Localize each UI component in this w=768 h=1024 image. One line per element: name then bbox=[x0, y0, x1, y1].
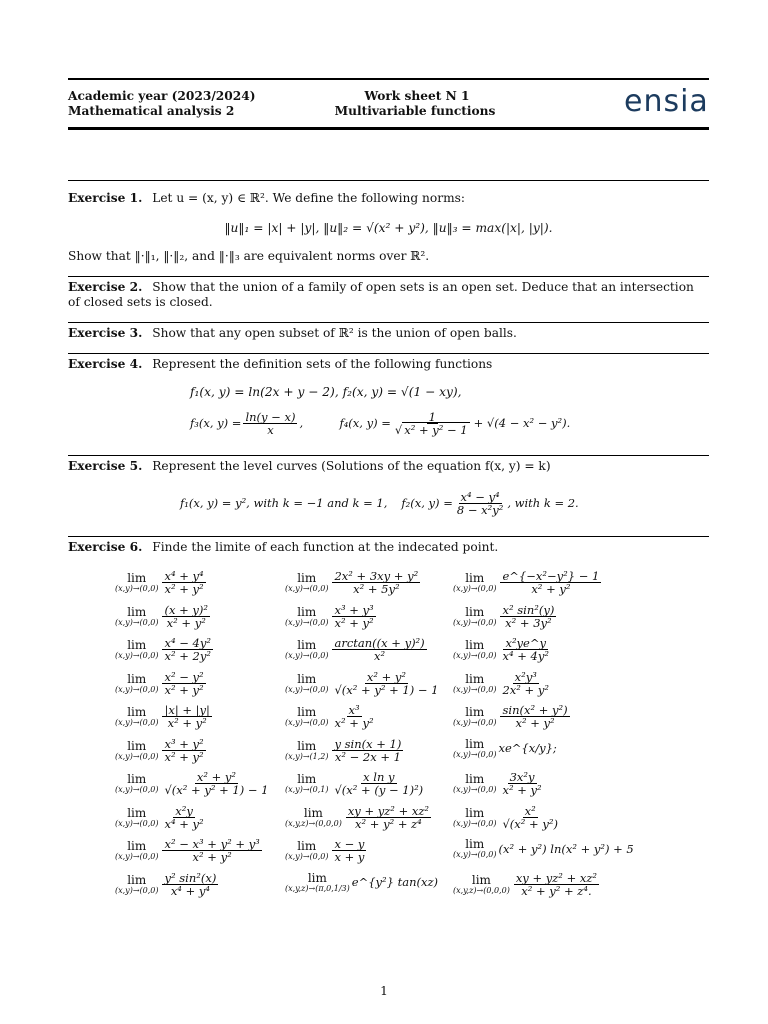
ex4-label: Exercise 4. bbox=[68, 357, 143, 371]
limit-numerator: |x| + |y| bbox=[164, 703, 210, 717]
limit-fraction bbox=[162, 838, 261, 863]
limit-item bbox=[115, 604, 212, 629]
limit-point: (x,y,z)→(0,0,0) bbox=[453, 885, 510, 895]
limit-operator bbox=[115, 840, 158, 861]
ex5-text: Represent the level curves (Solutions of the equation f(x, y) = k) bbox=[152, 459, 551, 473]
limit-numerator: x² − x³ + y² + y³ bbox=[164, 837, 260, 851]
limit-point: (x,y)→(0,0) bbox=[285, 852, 329, 861]
limit-numerator: x² + y² bbox=[196, 770, 237, 784]
lim-word: lim bbox=[127, 738, 147, 753]
limit-point: (x,y)→(0,0) bbox=[285, 718, 329, 727]
limit-operator bbox=[115, 572, 158, 593]
lim-word: lim bbox=[297, 671, 317, 686]
ex5-statement bbox=[68, 459, 709, 474]
f4-lhs: f₄(x, y) = bbox=[339, 416, 391, 430]
limit-denominator: x² + y² bbox=[167, 716, 207, 730]
limit-item bbox=[115, 771, 272, 796]
limit-operator bbox=[115, 606, 158, 627]
ex4-statement bbox=[68, 357, 709, 372]
lim-word: lim bbox=[465, 638, 485, 652]
f3-fraction bbox=[243, 411, 297, 436]
limit-operator bbox=[285, 639, 328, 660]
f3-lhs: f₃(x, y) = bbox=[190, 416, 242, 430]
limit-numerator: x ln y bbox=[363, 770, 395, 784]
limit-fraction bbox=[500, 671, 550, 696]
limit-operator bbox=[115, 740, 158, 761]
f4-tail: + √(4 − x² − y²). bbox=[473, 416, 571, 430]
lim-word: lim bbox=[465, 604, 485, 619]
limit-denominator: x⁴ + y² bbox=[164, 816, 204, 831]
f4-den-wrap: √ x² + y² − 1 bbox=[394, 422, 468, 437]
limit-numerator: arctan((x + y)²) bbox=[334, 636, 425, 650]
limit-operator bbox=[285, 706, 328, 727]
limit-denominator: √(x² + (y − 1)²) bbox=[334, 783, 424, 797]
limit-numerator: y sin(x + 1) bbox=[334, 736, 402, 751]
limit-denominator: x² − 2x + 1 bbox=[334, 749, 401, 764]
f4-fraction bbox=[393, 411, 472, 436]
ex5-f2-lhs: f₂(x, y) = bbox=[401, 496, 453, 510]
ex2-text: Show that the union of a family of open sets is an open set. Deduce that an intersection of closed sets is closed. bbox=[68, 280, 694, 309]
limit-item bbox=[285, 771, 427, 796]
ex1-rule bbox=[68, 180, 709, 181]
ex5-f2-den: 8 − x²y² bbox=[456, 502, 504, 517]
limit-fraction bbox=[162, 805, 205, 830]
limit-numerator: x² bbox=[524, 803, 536, 818]
page-number: 1 bbox=[380, 984, 388, 998]
limit-item bbox=[453, 771, 546, 796]
ex6-statement bbox=[68, 540, 709, 555]
limit-operator bbox=[453, 838, 496, 859]
limit-point: (x,y)→(0,0) bbox=[453, 651, 497, 660]
limit-item bbox=[285, 872, 438, 893]
lim-word: lim bbox=[127, 772, 147, 786]
limit-item bbox=[115, 637, 215, 662]
header-bottom-rule bbox=[68, 127, 709, 130]
limit-expression: xe^{x/y}; bbox=[498, 741, 557, 755]
ensia-logo: ensia bbox=[624, 84, 709, 119]
ex6-label: Exercise 6. bbox=[68, 540, 143, 554]
limit-item bbox=[453, 738, 557, 759]
limit-point: (x,y)→(0,0) bbox=[115, 684, 159, 694]
limit-fraction bbox=[500, 704, 569, 729]
limit-numerator: x²ye^y bbox=[505, 636, 546, 650]
ex3-text: Show that any open subset of ℝ² is the union of open balls. bbox=[152, 326, 517, 340]
limit-item bbox=[115, 838, 264, 863]
limit-numerator: 2x² + 3xy + y² bbox=[334, 569, 419, 583]
ex5-rule bbox=[68, 455, 709, 456]
limit-operator bbox=[285, 740, 328, 761]
ex2-label: Exercise 2. bbox=[68, 280, 143, 294]
ex5-f1: f₁(x, y) = y², with k = −1 and k = 1, bbox=[180, 496, 388, 510]
limit-item bbox=[115, 671, 208, 696]
lim-word: lim bbox=[127, 805, 147, 820]
limit-fraction bbox=[162, 604, 210, 629]
limit-item bbox=[285, 671, 442, 696]
limit-item bbox=[453, 604, 558, 629]
lim-word: lim bbox=[127, 571, 147, 585]
lim-word: lim bbox=[127, 638, 147, 652]
limit-numerator: x − y bbox=[334, 837, 365, 851]
limit-denominator: x² + 5y² bbox=[353, 582, 400, 596]
limit-operator bbox=[115, 706, 158, 727]
limit-numerator: xy + yz² + xz² bbox=[515, 870, 598, 885]
limit-operator bbox=[285, 606, 328, 627]
limit-point: (x,y)→(1,2) bbox=[285, 751, 329, 761]
limit-denominator: √(x² + y²) bbox=[502, 816, 558, 831]
limit-fraction bbox=[332, 604, 375, 629]
limit-point: (x,y)→(0,0) bbox=[453, 584, 497, 593]
ex5-f2-tail: , with k = 2. bbox=[507, 496, 579, 510]
limit-point: (x,y)→(0,0) bbox=[285, 617, 329, 627]
limit-point: (x,y)→(0,1) bbox=[285, 785, 329, 794]
lim-word: lim bbox=[127, 671, 147, 686]
limit-item bbox=[453, 671, 553, 696]
lim-word: lim bbox=[297, 638, 317, 652]
limit-item bbox=[285, 570, 422, 595]
limit-numerator: x³ + y³ bbox=[334, 602, 374, 617]
ex4-text: Represent the definition sets of the following functions bbox=[152, 357, 493, 371]
header-top-rule bbox=[68, 78, 709, 80]
limit-numerator: x²y³ bbox=[514, 669, 537, 684]
limit-denominator: x⁴ + 4y² bbox=[502, 649, 549, 663]
lim-word: lim bbox=[465, 772, 485, 786]
lim-word: lim bbox=[465, 837, 485, 851]
limit-point: (x,y)→(0,0) bbox=[285, 684, 329, 694]
lim-word: lim bbox=[303, 805, 323, 820]
limit-point: (x,y)→(0,0) bbox=[453, 850, 497, 859]
limit-operator bbox=[453, 706, 496, 727]
lim-word: lim bbox=[465, 571, 485, 585]
lim-word: lim bbox=[297, 839, 317, 853]
limit-point: (x,y)→(0,0) bbox=[453, 684, 497, 694]
lim-word: lim bbox=[127, 839, 147, 853]
limit-operator bbox=[453, 639, 496, 660]
limit-operator bbox=[115, 773, 158, 794]
limit-point: (x,y,z)→(0,0,0) bbox=[285, 818, 342, 828]
f4-num: 1 bbox=[428, 409, 436, 424]
limit-numerator: 3x²y bbox=[509, 770, 535, 784]
limit-point: (x,y)→(0,0) bbox=[285, 651, 329, 660]
limit-denominator: x² + y² bbox=[515, 716, 555, 730]
lim-word: lim bbox=[297, 604, 317, 619]
limit-operator bbox=[285, 773, 328, 794]
limit-item bbox=[285, 704, 378, 729]
limit-fraction bbox=[162, 704, 211, 729]
lim-word: lim bbox=[465, 736, 485, 751]
limit-point: (x,y,z)→(π,0,1/3) bbox=[285, 883, 350, 893]
limit-operator bbox=[453, 606, 496, 627]
lim-word: lim bbox=[307, 870, 327, 885]
lim-word: lim bbox=[127, 604, 147, 619]
limit-fraction bbox=[162, 738, 205, 763]
limit-fraction bbox=[500, 771, 543, 796]
ex5-label: Exercise 5. bbox=[68, 459, 143, 473]
limit-item bbox=[115, 704, 214, 729]
limit-point: (x,y)→(0,0) bbox=[115, 751, 159, 761]
limit-point: (x,y)→(0,0) bbox=[453, 617, 497, 627]
limit-fraction bbox=[500, 805, 559, 830]
limit-fraction bbox=[500, 604, 556, 629]
limit-operator bbox=[453, 874, 510, 895]
lim-word: lim bbox=[465, 671, 485, 686]
limit-operator bbox=[453, 673, 496, 694]
lim-word: lim bbox=[297, 772, 317, 786]
ex3-statement bbox=[68, 326, 709, 341]
limit-point: (x,y)→(0,0) bbox=[115, 818, 159, 828]
limit-point: (x,y)→(0,0) bbox=[115, 885, 159, 895]
limit-numerator: sin(x² + y²) bbox=[502, 703, 568, 717]
limit-item bbox=[285, 637, 429, 662]
ex6-text: Finde the limite of each function at the indecated point. bbox=[152, 540, 499, 554]
limit-numerator: x⁴ + y⁴ bbox=[164, 569, 204, 583]
ex4-formula-line1: f₁(x, y) = ln(2x + y − 2), f₂(x, y) = √(1 − xy), bbox=[190, 385, 462, 399]
limit-fraction bbox=[332, 704, 375, 729]
limit-fraction bbox=[332, 738, 403, 763]
lim-word: lim bbox=[297, 571, 317, 585]
limit-numerator: x² − y² bbox=[164, 669, 204, 684]
limit-item bbox=[285, 738, 405, 763]
limit-denominator: x² + y² bbox=[164, 582, 204, 596]
ex1-label: Exercise 1. bbox=[68, 191, 143, 205]
limit-fraction bbox=[332, 771, 425, 796]
limit-numerator: x² sin²(y) bbox=[502, 602, 555, 617]
limit-operator bbox=[285, 807, 342, 828]
limit-item bbox=[285, 604, 378, 629]
limit-item bbox=[453, 838, 634, 859]
limit-denominator: x² + y² bbox=[192, 850, 232, 864]
limit-numerator: (x + y)² bbox=[164, 602, 208, 617]
limit-operator bbox=[115, 639, 158, 660]
limit-item bbox=[115, 570, 208, 595]
course-name: Mathematical analysis 2 bbox=[68, 104, 235, 118]
limit-item bbox=[115, 872, 220, 897]
limit-fraction bbox=[162, 570, 205, 595]
limit-item bbox=[285, 838, 368, 863]
limit-denominator: √(x² + y² + 1) − 1 bbox=[164, 783, 269, 797]
lim-word: lim bbox=[297, 705, 317, 719]
limit-point: (x,y)→(0,0) bbox=[115, 785, 159, 794]
limit-denominator: x² + y² + z⁴. bbox=[521, 883, 592, 898]
limit-point: (x,y)→(0,0) bbox=[453, 749, 497, 759]
limit-denominator: x² + y² + z⁴ bbox=[355, 816, 422, 831]
ex5-formula bbox=[180, 485, 579, 521]
ex2-statement bbox=[68, 280, 709, 310]
limit-denominator: x⁴ + y⁴ bbox=[170, 883, 210, 898]
limit-fraction bbox=[332, 838, 366, 863]
limit-fraction bbox=[162, 671, 205, 696]
f3-num: ln(y − x) bbox=[245, 409, 296, 424]
limit-point: (x,y)→(0,0) bbox=[453, 818, 497, 828]
limit-fraction bbox=[514, 872, 599, 897]
limit-numerator: x³ bbox=[348, 703, 360, 717]
limit-point: (x,y)→(0,0) bbox=[453, 785, 497, 794]
limit-denominator: x² + 3y² bbox=[505, 615, 552, 630]
limit-denominator: x² + y² bbox=[334, 716, 374, 730]
lim-word: lim bbox=[471, 872, 491, 887]
lim-word: lim bbox=[127, 705, 147, 719]
ex4-formula-line2: f₃(x, y) = $\frac{\ln(y - x)}{x}$ , f₄(x, y) = $\frac{1}{\text{√ x² + y² − 1}}$ + √(4 − x² − y²). bbox=[190, 409, 571, 437]
limit-numerator: y² sin²(x) bbox=[164, 870, 217, 885]
ex1-text: Let u = (x, y) ∈ ℝ². We define the following norms: bbox=[152, 191, 465, 205]
limit-operator bbox=[285, 872, 350, 893]
limit-point: (x,y)→(0,0) bbox=[115, 617, 159, 627]
limit-operator bbox=[115, 874, 158, 895]
lim-word: lim bbox=[465, 805, 485, 820]
limit-denominator: x² + y² bbox=[164, 749, 204, 764]
limit-item bbox=[453, 570, 603, 595]
limit-numerator: x² + y² bbox=[366, 669, 407, 684]
limit-item bbox=[115, 805, 208, 830]
limit-fraction bbox=[162, 872, 218, 897]
limit-denominator: x² + 2y² bbox=[164, 649, 211, 663]
ex4-rule bbox=[68, 353, 709, 354]
limit-point: (x,y)→(0,0) bbox=[115, 718, 159, 727]
limit-fraction bbox=[332, 570, 420, 595]
limit-denominator: √(x² + y² + 1) − 1 bbox=[334, 682, 439, 697]
limit-point: (x,y)→(0,0) bbox=[285, 584, 329, 593]
limit-item bbox=[453, 637, 553, 662]
lim-word: lim bbox=[297, 738, 317, 753]
limit-operator bbox=[453, 572, 496, 593]
ex3-label: Exercise 3. bbox=[68, 326, 143, 340]
limit-operator bbox=[115, 673, 158, 694]
limit-denominator: x² + y² bbox=[164, 682, 204, 697]
limit-denominator: x² bbox=[374, 649, 386, 663]
limit-operator bbox=[285, 840, 328, 861]
limit-numerator: x³ + y² bbox=[164, 736, 204, 751]
limit-denominator: x² + y² bbox=[166, 615, 206, 630]
limit-fraction bbox=[500, 637, 550, 662]
ex6-rule bbox=[68, 536, 709, 537]
limit-expression: e^{y²} tan(xz) bbox=[351, 875, 439, 889]
limit-fraction bbox=[332, 671, 440, 696]
lim-word: lim bbox=[465, 705, 485, 719]
limit-denominator: x + y bbox=[334, 850, 365, 864]
sheet-topic: Multivariable functions bbox=[334, 104, 496, 118]
limit-item bbox=[453, 872, 601, 897]
limit-numerator: x²y bbox=[175, 803, 193, 818]
limit-operator bbox=[115, 807, 158, 828]
academic-year: Academic year (2023/2024) bbox=[68, 89, 256, 103]
limit-numerator: x⁴ − 4y² bbox=[164, 636, 211, 650]
ex5-f2-fraction bbox=[455, 491, 505, 516]
limit-fraction bbox=[500, 570, 601, 595]
limit-point: (x,y)→(0,0) bbox=[453, 718, 497, 727]
limit-denominator: x² + y² bbox=[334, 615, 374, 630]
limit-point: (x,y)→(0,0) bbox=[115, 852, 159, 861]
f3-den: x bbox=[267, 422, 274, 437]
limit-item bbox=[453, 704, 572, 729]
f4-den: x² + y² − 1 bbox=[404, 422, 468, 437]
lim-word: lim bbox=[127, 872, 147, 887]
limit-item bbox=[115, 738, 208, 763]
limit-fraction bbox=[346, 805, 431, 830]
ex1-conclusion: Show that ‖·‖₁, ‖·‖₂, and ‖·‖₃ are equivalent norms over ℝ². bbox=[68, 249, 430, 263]
limit-operator bbox=[453, 807, 496, 828]
ex5-f2-num: x⁴ − y⁴ bbox=[460, 489, 500, 504]
limit-operator bbox=[285, 673, 328, 694]
limit-item bbox=[285, 805, 433, 830]
limit-item bbox=[453, 805, 562, 830]
ex1-formula: ‖u‖₁ = |x| + |y|, ‖u‖₂ = √(x² + y²), ‖u‖₃ = max(|x|, |y|). bbox=[224, 221, 553, 235]
limit-point: (x,y)→(0,0) bbox=[115, 651, 159, 660]
ex1-statement bbox=[68, 191, 709, 206]
limit-point: (x,y)→(0,0) bbox=[115, 584, 159, 593]
limit-operator bbox=[453, 738, 496, 759]
limit-denominator: x² + y² bbox=[502, 783, 542, 797]
limit-fraction bbox=[162, 771, 270, 796]
ex2-rule bbox=[68, 276, 709, 277]
limit-expression: (x² + y²) ln(x² + y²) + 5 bbox=[498, 841, 634, 856]
limit-numerator: e^{−x²−y²} − 1 bbox=[502, 569, 600, 583]
limit-fraction bbox=[162, 637, 212, 662]
limit-operator bbox=[285, 572, 328, 593]
limit-numerator: xy + yz² + xz² bbox=[347, 803, 430, 818]
sheet-title: Work sheet N 1 bbox=[364, 89, 470, 103]
limit-denominator: 2x² + y² bbox=[502, 682, 549, 697]
limit-fraction bbox=[332, 637, 426, 662]
limit-denominator: x² + y² bbox=[531, 582, 571, 596]
ex3-rule bbox=[68, 322, 709, 323]
limit-operator bbox=[453, 773, 496, 794]
